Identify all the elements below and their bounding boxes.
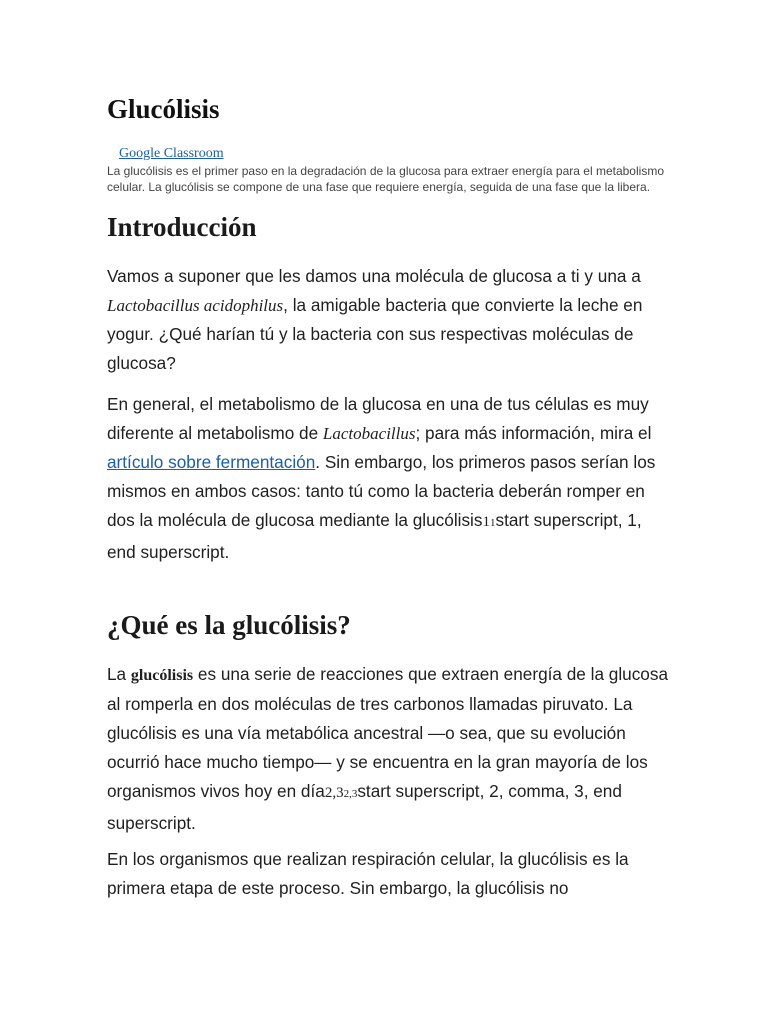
page-title: Glucólisis	[107, 94, 220, 124]
species-name: Lactobacillus acidophilus	[107, 296, 284, 315]
superscript-readout: start superscript, 2, comma, 3, end superscript.	[107, 781, 622, 833]
google-classroom-link[interactable]: Google Classroom	[119, 146, 224, 161]
superscript-math-small: 1	[489, 517, 496, 529]
what-is-heading: ¿Qué es la glucólisis?	[107, 610, 351, 640]
what-paragraph-1	[107, 660, 669, 838]
superscript-math-small: 2,3	[343, 788, 358, 800]
superscript-math: 2,3	[324, 785, 344, 801]
fermentation-article-link[interactable]: artículo sobre fermentación	[107, 452, 316, 472]
intro-heading: Introducción	[107, 212, 257, 242]
article-summary: La glucólisis es el primer paso en la degradación de la glucosa para extraer energía para el metabolismo celular. La glucólisis se compone de una fase que requiere energía, seguida de una fase que la libera.	[107, 164, 664, 194]
intro-paragraph-2	[107, 390, 669, 567]
what-paragraph-2: En los organismos que realizan respiración celular, la glucólisis es la primera etapa de este proceso. Sin embargo, la glucólisis no	[107, 849, 629, 898]
superscript-readout: start superscript, 1, end superscript.	[107, 510, 642, 562]
superscript-math: 1	[482, 514, 490, 530]
p3-text-b: es una serie de reacciones que extraen energía de la glucosa al romperla en dos moléculas de tres carbonos llamadas piruvato. La glucólisis es una vía metabólica ancestral —o sea, que su evolución ocurrió hace mucho tiempo— y se encuentra en la gran mayoría de los organismos vivos hoy en día	[107, 664, 669, 801]
p1-text-a: Vamos a suponer que les damos una molécula de glucosa a ti y una a	[107, 266, 641, 286]
p2-text-b: ; para más información, mira el	[415, 423, 652, 443]
p3-text-a: La	[107, 664, 131, 684]
genus-name: Lactobacillus	[322, 424, 416, 443]
intro-paragraph-1	[107, 262, 669, 378]
p2-text-c: . Sin embargo, los primeros pasos serían los mismos en ambos casos: tanto tú como la bacteria deberán romper en dos la molécula de glucosa mediante la glucólisis	[107, 452, 656, 530]
glycolysis-term: glucólisis	[130, 667, 194, 684]
p1-text-b: , la amigable bacteria que convierte la leche en yogur. ¿Qué harían tú y la bacteria con sus respectivas moléculas de glucosa?	[107, 295, 643, 373]
p2-text-a: En general, el metabolismo de la glucosa en una de tus células es muy diferente al metabolismo de	[107, 394, 649, 443]
